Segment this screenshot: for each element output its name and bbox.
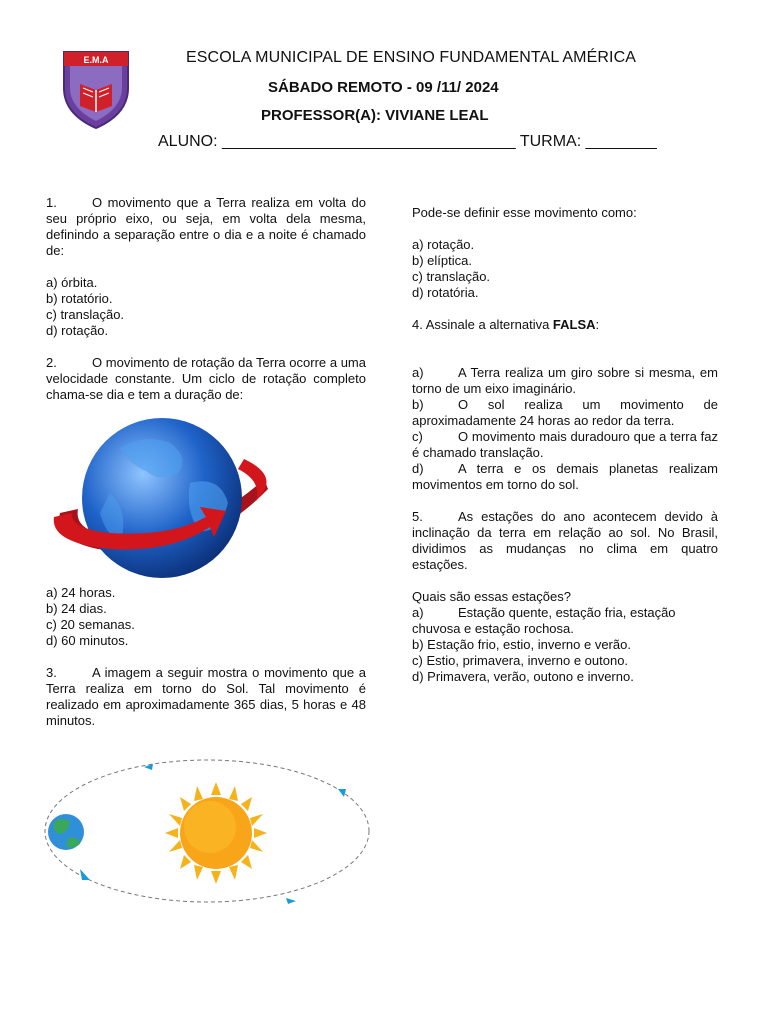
question-3 <box>46 665 366 729</box>
question-2-option-b: b) 24 dias. <box>46 601 107 616</box>
question-5-option-a <box>412 605 718 637</box>
question-5-option-a-text: Estação quente, estação fria, estação chuvosa e estação rochosa. <box>412 605 676 636</box>
school-name: ESCOLA MUNICIPAL DE ENSINO FUNDAMENTAL AMÉRICA <box>186 49 637 66</box>
question-4-option-a-letter: a) <box>412 365 424 380</box>
question-2-option-c: c) 20 semanas. <box>46 617 135 632</box>
question-4-bold: FALSA <box>552 317 596 332</box>
question-4-option-a-text: A Terra realiza um giro sobre si mesma, em torno de um eixo imaginário. <box>412 365 718 396</box>
earth-orbit-image <box>40 752 375 912</box>
question-1-option-b: b) rotatório. <box>46 291 113 306</box>
question-2-option-d: d) 60 minutos. <box>46 633 129 648</box>
question-4-prefix: 4. Assinale a alternativa <box>412 317 553 332</box>
question-1 <box>46 195 366 259</box>
question-4-option-d-letter: d) <box>412 461 424 476</box>
question-4-option-d <box>412 461 718 493</box>
question-2-option-a: a) 24 horas. <box>46 585 116 600</box>
student-line: ALUNO: _________________________________ TURMA: ________ <box>158 133 657 150</box>
question-2 <box>46 355 366 403</box>
question-3-option-d: d) rotatória. <box>412 285 479 300</box>
question-5-text: As estações do ano acontecem devido à inclinação da terra em relação ao sol. No Brasil, dividimos as mudanças no clima em quatro estações. <box>412 509 718 572</box>
question-1-option-d: d) rotação. <box>46 323 109 338</box>
question-4-option-c-text: O movimento mais duradouro que a terra faz é chamado translação. <box>412 429 718 460</box>
question-5-number: 5. <box>412 509 423 524</box>
question-4-option-b-text: O sol realiza um movimento de aproximadamente 24 horas ao redor da terra. <box>412 397 718 428</box>
question-1-option-a: a) órbita. <box>46 275 98 290</box>
school-logo <box>58 44 134 130</box>
right-column <box>412 205 718 685</box>
question-1-number: 1. <box>46 195 57 210</box>
logo-text: E.M.A <box>83 55 109 65</box>
question-4 <box>412 317 718 333</box>
earth-rotation-image <box>50 413 275 578</box>
question-3-option-a: a) rotação. <box>412 237 475 252</box>
question-2-number: 2. <box>46 355 57 370</box>
question-4-option-c <box>412 429 718 461</box>
question-4-option-a <box>412 365 718 397</box>
teacher-line: PROFESSOR(A): VIVIANE LEAL <box>261 107 489 124</box>
question-3-number: 3. <box>46 665 57 680</box>
question-2-text: O movimento de rotação da Terra ocorre a uma velocidade constante. Um ciclo de rotação completo chama-se dia e tem a duração de: <box>46 355 366 402</box>
question-5-option-b: b) Estação frio, estio, inverno e verão. <box>412 637 631 652</box>
question-5-option-a-letter: a) <box>412 605 424 620</box>
question-5-option-d: d) Primavera, verão, outono e inverno. <box>412 669 634 684</box>
question-3-text: A imagem a seguir mostra o movimento que a Terra realiza em torno do Sol. Tal movimento é realizado em aproximadamente 365 dias, 5 horas e 48 minutos. <box>46 665 366 728</box>
question-4-option-b-letter: b) <box>412 397 424 412</box>
question-3-prompt: Pode-se definir esse movimento como: <box>412 205 637 220</box>
question-4-option-d-text: A terra e os demais planetas realizam movimentos em torno do sol. <box>412 461 718 492</box>
question-3-option-b: b) elíptica. <box>412 253 472 268</box>
question-1-text: O movimento que a Terra realiza em volta do seu próprio eixo, ou seja, em volta dela mesma, definindo a separação entre o dia e a noite é chamado de: <box>46 195 366 258</box>
date-line: SÁBADO REMOTO - 09 /11/ 2024 <box>268 79 499 96</box>
question-1-option-c: c) translação. <box>46 307 125 322</box>
left-column <box>46 195 366 403</box>
question-5 <box>412 509 718 573</box>
question-4-option-b <box>412 397 718 429</box>
question-4-suffix: : <box>595 317 600 332</box>
earth-icon <box>48 814 84 850</box>
question-2-options <box>46 585 366 729</box>
question-5-prompt: Quais são essas estações? <box>412 589 571 604</box>
question-5-option-c: c) Estio, primavera, inverno e outono. <box>412 653 629 668</box>
sun-icon <box>165 782 267 884</box>
question-3-option-c: c) translação. <box>412 269 491 284</box>
question-4-option-c-letter: c) <box>412 429 423 444</box>
